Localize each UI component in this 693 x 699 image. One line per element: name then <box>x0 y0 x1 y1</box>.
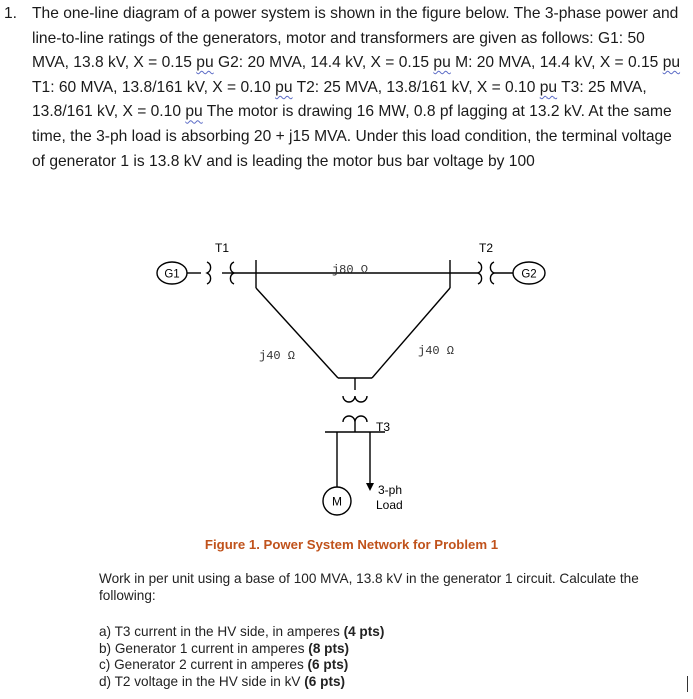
t2-label: T2 <box>478 241 494 255</box>
problem-number: 1. <box>4 5 18 22</box>
line-right-impedance: j40 Ω <box>418 344 455 358</box>
figure-caption: Figure 1. Power System Network for Problem 1 <box>204 537 499 552</box>
problem-text-segment: T1: 60 MVA, 13.8/161 kV, X = 0.10 <box>32 78 276 96</box>
question-list <box>99 624 659 690</box>
question-item: c) Generator 2 current in amperes (6 pts) <box>99 657 349 672</box>
pu-unit-text: pu <box>185 103 203 121</box>
problem-text-segment: T3: 25 MVA, 13.8/161 kV, X = 0.10 <box>32 78 647 121</box>
one-line-diagram <box>0 230 693 530</box>
pu-unit-text: pu <box>196 54 214 72</box>
g1-label: G1 <box>164 268 180 281</box>
t1-label: T1 <box>214 241 230 255</box>
load-arrow-icon <box>366 483 374 491</box>
pu-unit-text: pu <box>433 54 451 72</box>
problem-text-segment: M: 20 MVA, 14.4 kV, X = 0.15 <box>450 54 663 72</box>
problem-text-segment: The motor is drawing 16 MW, 0.8 pf lagging at 13.2 kV. At the same time, the 3-ph load is absorbing 20 + j15 MVA. Under this load condition, the terminal voltage of generator 1 is 13.8 kV and is leading the motor bus bar voltage by 100 <box>32 103 672 170</box>
problem-text-segment: T2: 25 MVA, 13.8/161 kV, X = 0.10 <box>292 78 540 96</box>
transformer-t3-symbol <box>343 396 367 422</box>
line-top-impedance: j80 Ω <box>331 263 369 277</box>
question-item: a) T3 current in the HV side, in amperes (4 pts) <box>99 624 385 639</box>
problem-text-segment: The one-line diagram of a power system is shown in the figure below. The 3-phase power and line-to-line ratings of the generators, motor and transformers are given as follows: G1: 50 MVA, 13.8 kV, X = 0.15 <box>32 5 679 72</box>
t3-label: T3 <box>376 420 391 434</box>
pu-unit-text: pu <box>275 78 293 96</box>
instructions: Work in per unit using a base of 100 MVA, 13.8 kV in the generator 1 circuit. Calculate the following: <box>99 571 639 603</box>
question-item: b) Generator 1 current in amperes (8 pts) <box>99 640 350 656</box>
line-right <box>372 288 450 378</box>
load-label-line1: 3-ph <box>378 483 403 497</box>
text-cursor <box>687 676 688 692</box>
line-left <box>256 288 338 378</box>
pu-unit-text: pu <box>662 54 681 72</box>
pu-unit-text: pu <box>539 78 558 96</box>
problem-text-segment: G2: 20 MVA, 14.4 kV, X = 0.15 <box>213 54 434 72</box>
line-left-impedance: j40 Ω <box>259 349 296 363</box>
g2-label: G2 <box>521 268 537 281</box>
question-item: d) T2 voltage in the HV side in kV (6 pts) <box>99 673 346 689</box>
load-label-line2: Load <box>376 498 403 512</box>
problem-text <box>32 2 684 174</box>
transformer-t2-symbol <box>478 262 494 284</box>
motor-label: M <box>332 494 342 509</box>
